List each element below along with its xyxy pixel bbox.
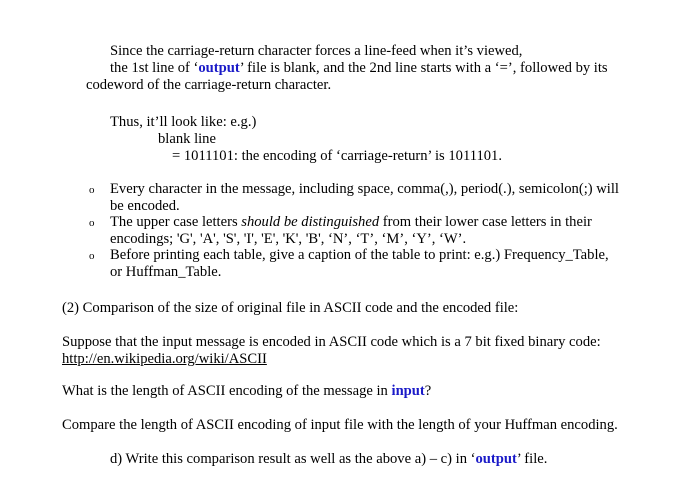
section2-compare: Compare the length of ASCII encoding of input file with the length of your Huffman encoding. xyxy=(62,417,618,433)
bullet2-text-c: from their lower case letters in their xyxy=(379,214,592,230)
question-text-c: ? xyxy=(424,383,432,399)
bullet2-text-a: The upper case letters xyxy=(110,214,242,230)
bullet-marker-2: o xyxy=(89,217,95,229)
item-d xyxy=(110,451,547,468)
example-code: = 1011101: the encoding of ‘carriage-return’ is 1011101. xyxy=(172,148,502,164)
question-text-a: What is the length of ASCII encoding of the message in xyxy=(62,383,392,399)
ascii-wiki-link[interactable]: http://en.wikipedia.org/wiki/ASCII xyxy=(62,351,267,367)
item-d-text-a: d) Write this comparison result as well as the above a) – c) in ‘ xyxy=(110,451,476,467)
paragraph1-line2 xyxy=(110,60,608,77)
bullet-marker-3: o xyxy=(89,250,95,262)
bullet-marker-1: o xyxy=(89,184,95,196)
bullet2-emphasis: should be distinguished xyxy=(241,214,380,230)
bullet2-line2: encodings; 'G', 'A', 'S', 'I', 'E', 'K', 'B', ‘N’, ‘T’, ‘M’, ‘Y’, ‘W’. xyxy=(110,231,467,247)
paragraph1-line2-c: ’ file is blank, and the 2nd line starts with a ‘=’, followed by its xyxy=(239,60,608,76)
output-keyword-2: output xyxy=(475,451,517,467)
example-blank-line: blank line xyxy=(158,131,216,147)
bullet3-line2: or Huffman_Table. xyxy=(110,264,222,280)
bullet1-line2: be encoded. xyxy=(110,198,180,214)
output-keyword: output xyxy=(198,60,240,76)
section2-heading: (2) Comparison of the size of original file in ASCII code and the encoded file: xyxy=(62,300,519,316)
example-intro: Thus, it’ll look like: e.g.) xyxy=(110,114,257,130)
paragraph1-line3: codeword of the carriage-return character. xyxy=(86,77,332,93)
section2-suppose: Suppose that the input message is encoded in ASCII code which is a 7 bit fixed binary code: xyxy=(62,334,601,350)
bullet2-line1 xyxy=(110,214,592,231)
bullet3-line1: Before printing each table, give a caption of the table to print: e.g.) Frequency_Table, xyxy=(110,247,609,263)
paragraph1-line1: Since the carriage-return character forces a line-feed when it’s viewed, xyxy=(110,43,523,59)
paragraph1-line2-a: the 1st line of ‘ xyxy=(110,60,199,76)
bullet1-line1: Every character in the message, including space, comma(,), period(.), semicolon(;) will xyxy=(110,181,619,197)
item-d-text-c: ’ file. xyxy=(516,451,548,467)
input-keyword: input xyxy=(391,383,425,399)
section2-question xyxy=(62,383,431,400)
